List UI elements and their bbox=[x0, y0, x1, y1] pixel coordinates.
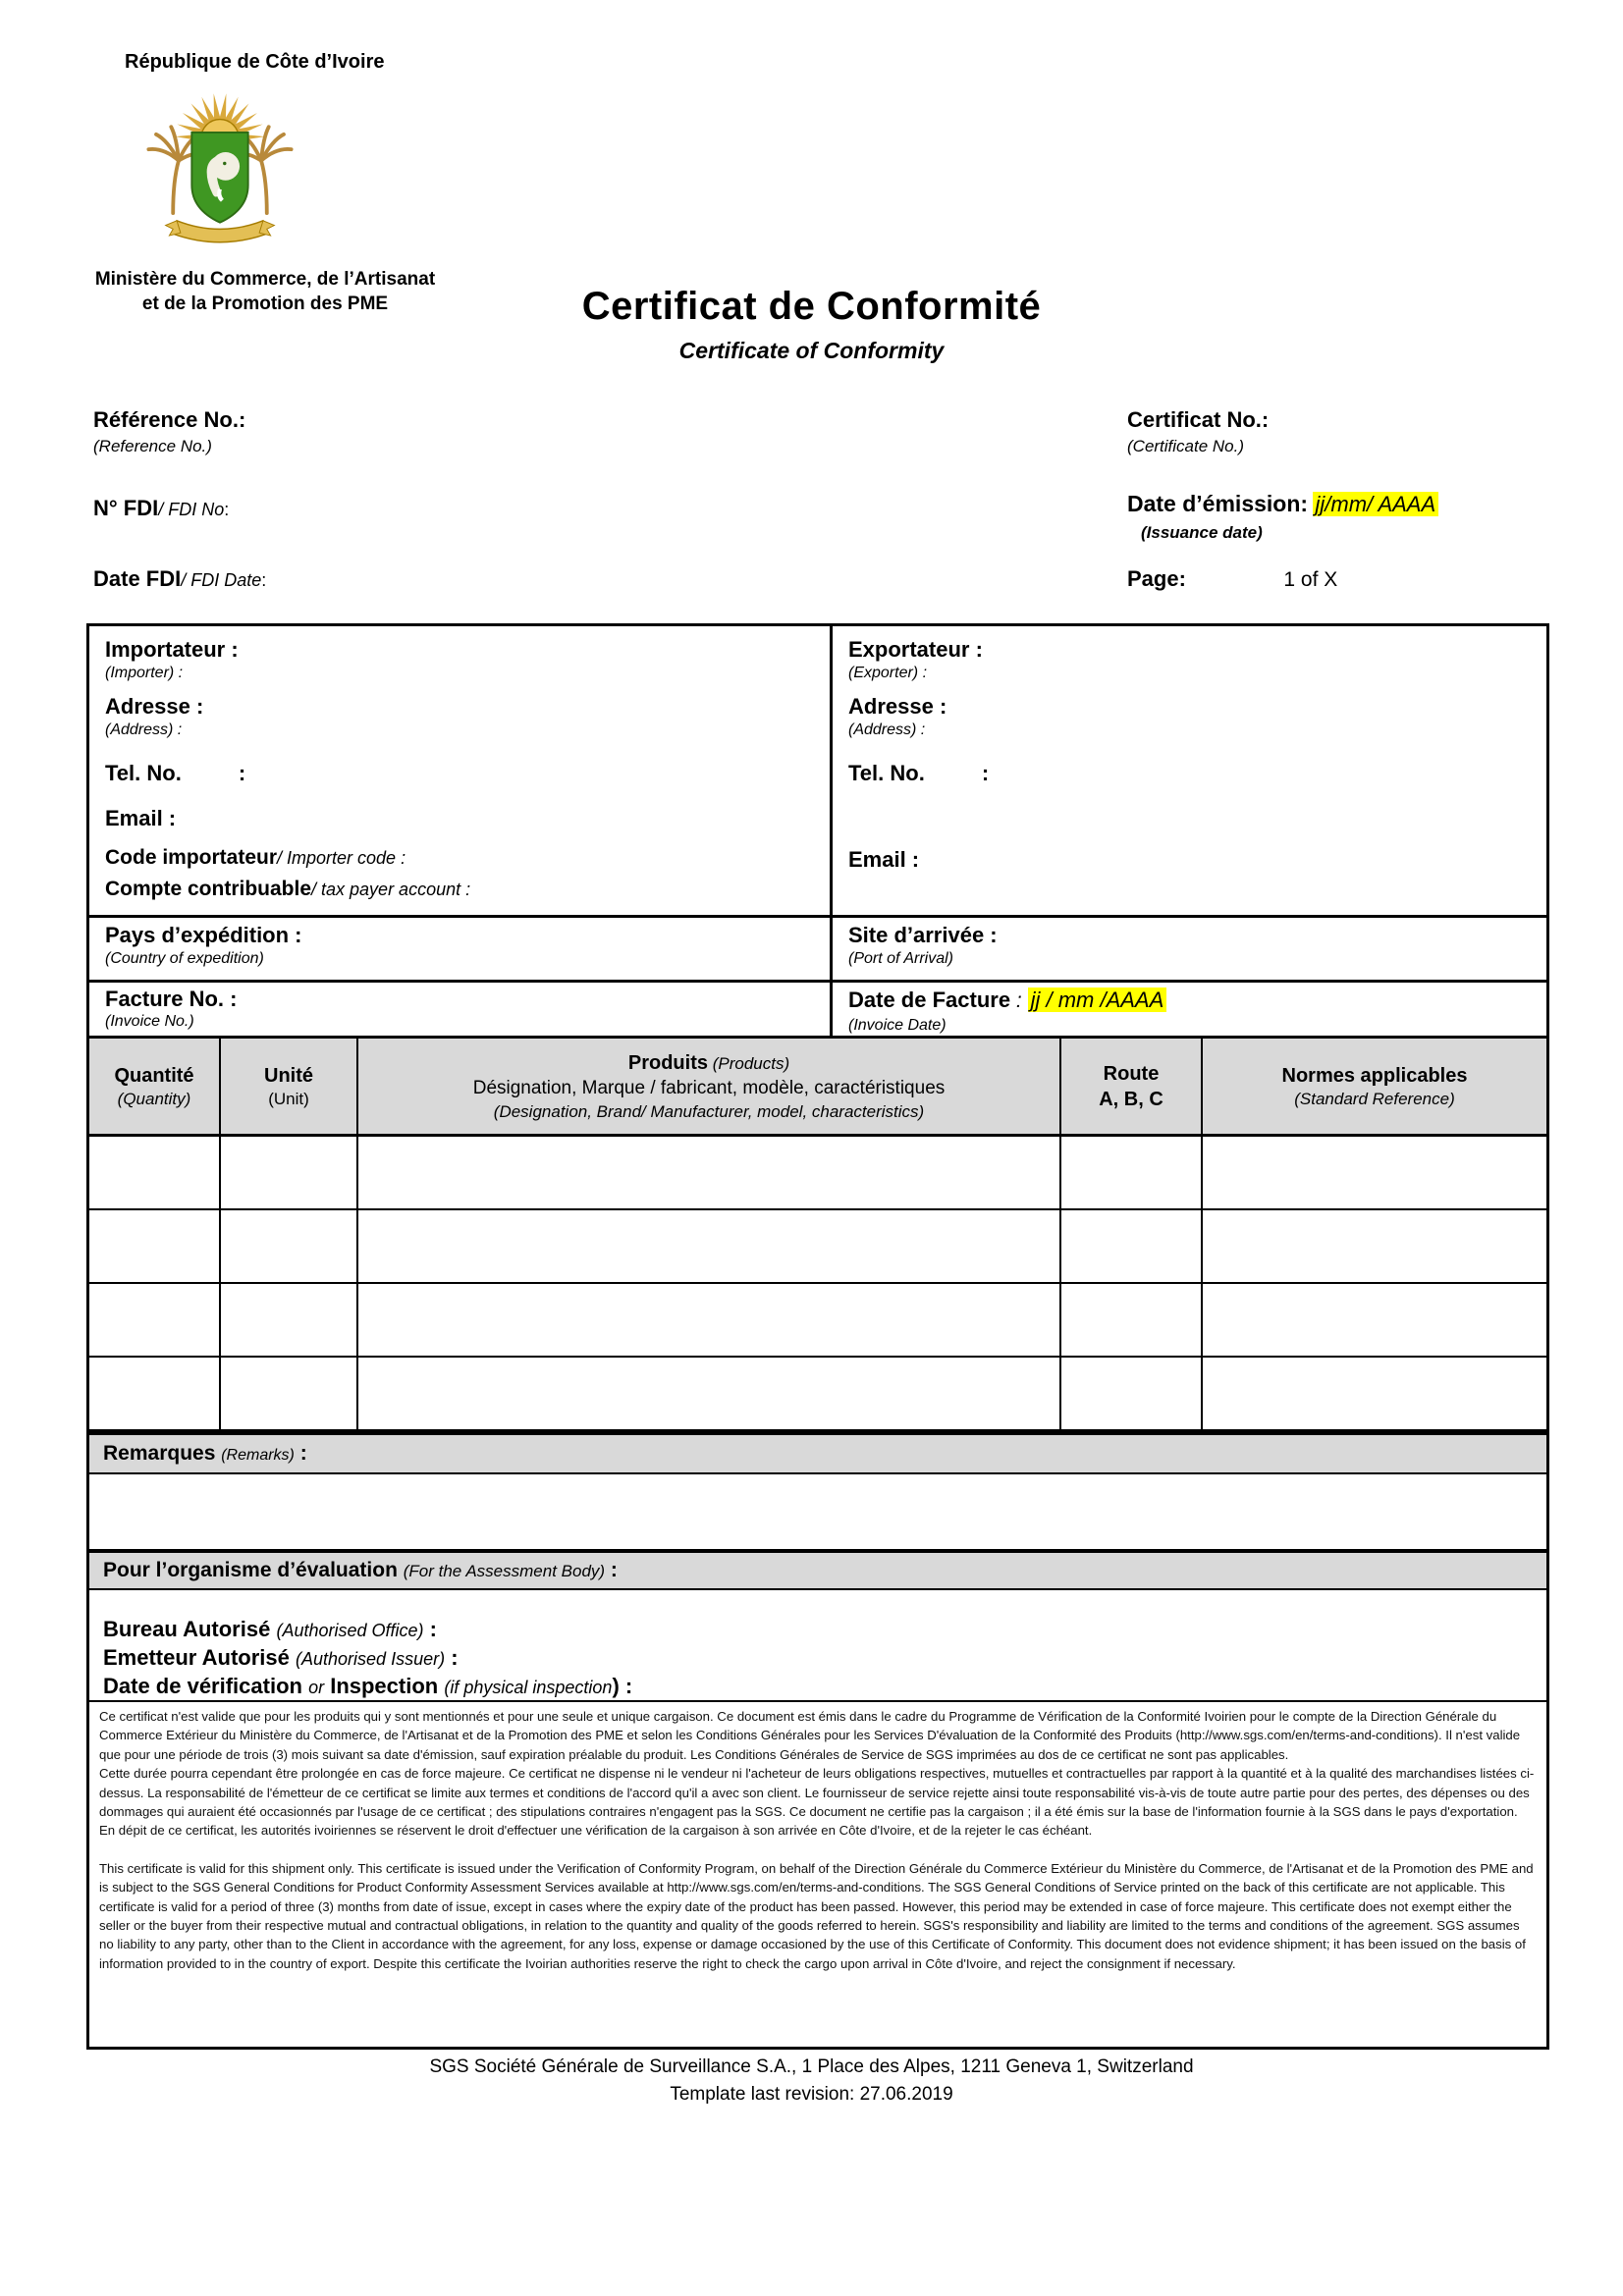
products-table-header bbox=[86, 1039, 1549, 1137]
invoice-date-cell bbox=[833, 983, 1546, 1036]
ministry-line-2: et de la Promotion des PME bbox=[141, 294, 389, 314]
cell-product bbox=[358, 1358, 1061, 1429]
importer-email-label: Email : bbox=[105, 806, 177, 830]
authorised-issuer-line: Emetteur Autorisé (Authorised Issuer) : bbox=[103, 1645, 459, 1670]
legal-gap bbox=[99, 1841, 1537, 1859]
expedition-label: Pays d’expédition : bbox=[105, 923, 302, 947]
reference-no-sublabel: (Reference No.) bbox=[93, 437, 212, 455]
fdi-date-line: Date FDI/ FDI Date: bbox=[93, 566, 267, 591]
importer-sublabel: (Importer) : bbox=[105, 665, 184, 681]
importer-code-line: Code importateur/ Importer code : bbox=[105, 846, 406, 869]
cell-unit bbox=[221, 1358, 358, 1429]
invoice-cell bbox=[89, 983, 833, 1036]
cell-route bbox=[1061, 1284, 1203, 1356]
legal-text-en: This certificate is valid for this shipment only. This certificate is issued under the Verification of Conformity Program, on behalf of the Direction Générale du Commerce Extérieur du Ministère du Commerce, de l'Artisanat et de la Promotion des PME and is subject to the SGS General Conditions for Product Conformity Assessment Services available at http://www.sgs.com/en/terms-and-conditions. The SGS General Conditions of Service printed on the back of this certificate are not applicable. This certificate is valid for a period of three (3) months from date of issue, except in cases where the expiry date of the product has been passed. However, this period may be extended in case of force majeure. This certificate does not exempt either the seller or the buyer from their respective mutual and contractual obligations, in relation to the quantity and quality of the goods referred to herein. SGS's responsibility and liability are limited to the terms and conditions of the agreement. SGS assumes no liability to any party, other than to the Client in accordance with the agreement, for any loss, expense or damage occasioned by the use of this Certificate of Conformity. This document does not evidence shipment; it has been issued on the basis of information provided to in the country of export. Despite this certificate the Ivoirian authorities reserve the right to check the cargo upon arrival in Côte d'Ivoire, and reject the consignment if necessary. bbox=[99, 1860, 1534, 1971]
exporter-email-label: Email : bbox=[848, 847, 920, 872]
fdi-no-label-en: / FDI No bbox=[158, 500, 225, 519]
issuance-date-sublabel: (Issuance date) bbox=[1141, 523, 1263, 542]
arrival-label: Site d’arrivée : bbox=[848, 923, 998, 947]
invoice-label: Facture No. : bbox=[105, 987, 238, 1011]
cell-quantity bbox=[89, 1137, 221, 1208]
signature-box bbox=[86, 1590, 1549, 1700]
cell-route bbox=[1061, 1137, 1203, 1208]
legal-text-fr-2: Cette durée pourra cependant être prolongée en cas de force majeure. Ce certificat ne dispense ni le vendeur ni l'acheteur de leurs obligations respectives, mutuelles et contractuelles par rapport à la quantité et à la qualité des marchandises listées ci-dessus. La responsabilité de l'émetteur de ce certificat se limite aux termes et conditions de l'accord qu'il a avec son client. Le fournisseur de service rejette ainsi toute responsabilité vis-à-vis de toute autre partie pour des pertes, des dépenses ou des dommages qui auraient été occasionnés par l'usage de ce certificat ; des stipulations contraires n'engagent pas la SGS. Ce document ne certifie pas la cargaison ; il a été émis sur la base de l'information fournie à la SGS dans le pays d'exportation. En dépit de ce certificat, les autorités ivoiriennes se réservent le droit d'effectuer une vérification de la cargaison à son arrivée en Côte d'Ivoire, et de la rejeter le cas échéant. bbox=[99, 1766, 1535, 1839]
document-footer bbox=[0, 2054, 1623, 2109]
banner-ribbon bbox=[173, 221, 267, 242]
coat-of-arms-icon bbox=[135, 86, 304, 261]
cell-standard bbox=[1203, 1358, 1546, 1429]
assessment-body-header: Pour l’organisme d’évaluation (For the Assessment Body) : bbox=[86, 1549, 1549, 1590]
cell-standard bbox=[1203, 1284, 1546, 1356]
issuance-date-line bbox=[1127, 491, 1438, 517]
page-label: Page: bbox=[1127, 566, 1186, 591]
importer-address-label: Adresse : bbox=[105, 694, 204, 719]
remarks-header: Remarques (Remarks) : bbox=[86, 1431, 1549, 1474]
legal-text-box bbox=[86, 1700, 1549, 2050]
document-title-fr: Certificat de Conformité bbox=[581, 285, 1042, 328]
fdi-no-line: N° FDI/ FDI No: bbox=[93, 496, 230, 520]
invoice-date-line: Date de Facture : jj / mm /AAAA bbox=[848, 987, 1531, 1016]
exporter-sublabel: (Exporter) : bbox=[848, 665, 928, 681]
exporter-cell bbox=[833, 626, 1546, 915]
cell-route bbox=[1061, 1358, 1203, 1429]
expedition-cell bbox=[89, 918, 833, 980]
importer-label: Importateur : bbox=[105, 637, 239, 662]
cell-route bbox=[1061, 1210, 1203, 1282]
cell-standard bbox=[1203, 1137, 1546, 1208]
reference-no-label: Référence No.: bbox=[93, 407, 246, 432]
parties-row bbox=[86, 623, 1549, 918]
invoice-row bbox=[86, 983, 1549, 1039]
authorised-office-line: Bureau Autorisé (Authorised Office) : bbox=[103, 1617, 437, 1641]
exporter-address-label: Adresse : bbox=[848, 694, 947, 719]
footer-revision-line: Template last revision: 27.06.2019 bbox=[670, 2084, 953, 2105]
importer-cell bbox=[89, 626, 833, 915]
col-header-quantity: Quantité (Quantity) bbox=[89, 1039, 221, 1134]
legal-text-fr-1: Ce certificat n'est valide que pour les produits qui y sont mentionnés et pour une seule et unique cargaison. Ce document est émis dans le cadre du Programme de Vérification de la Conformité Ivoirien pour le compte de la Direction Générale du Commerce Extérieur du Ministère du Commerce, de l'Artisanat et de la Promotion des PME et selon les Conditions Générales pour les Services D'évaluation de la Conformité des Produits (http://www.sgs.com/en/terms-and-conditions). Il n'est valide que pour une période de trois (3) mois suivant sa date d'émission, sauf expiration préalable du produit. Les Conditions Générales de Service de SGS imprimées au dos de ce certificat ne sont pas applicables. bbox=[99, 1709, 1521, 1762]
cell-product bbox=[358, 1284, 1061, 1356]
col-header-products: Produits (Products) Désignation, Marque / fabricant, modèle, caractéristiques (Designation, Brand/ Manufacturer, model, characteristics) bbox=[358, 1039, 1061, 1134]
invoice-date-sublabel: (Invoice Date) bbox=[848, 1017, 947, 1034]
page-line bbox=[1127, 566, 1337, 592]
cell-unit bbox=[221, 1210, 358, 1282]
cell-quantity bbox=[89, 1358, 221, 1429]
cell-unit bbox=[221, 1137, 358, 1208]
expedition-sublabel: (Country of expedition) bbox=[105, 950, 264, 967]
footer-company-line: SGS Société Générale de Surveillance S.A., 1 Place des Alpes, 1211 Geneva 1, Switzerland bbox=[429, 2056, 1194, 2077]
document-title-en: Certificate of Conformity bbox=[678, 338, 945, 363]
certificate-no-label: Certificat No.: bbox=[1127, 407, 1270, 432]
republic-title: République de Côte d’Ivoire bbox=[125, 51, 385, 73]
ministry-line-1: Ministère du Commerce, de l’Artisanat bbox=[94, 269, 436, 290]
col-header-standards: Normes applicables (Standard Reference) bbox=[1281, 1064, 1468, 1108]
exporter-address-sublabel: (Address) : bbox=[848, 721, 926, 738]
cell-product bbox=[358, 1210, 1061, 1282]
cell-product bbox=[358, 1137, 1061, 1208]
page-value: 1 of X bbox=[1283, 568, 1338, 591]
exporter-label: Exportateur : bbox=[848, 637, 983, 662]
arrival-cell bbox=[833, 918, 1546, 980]
issuance-date-placeholder: jj/mm/ AAAA bbox=[1313, 492, 1439, 516]
fdi-date-label-en: / FDI Date bbox=[181, 570, 262, 590]
invoice-sublabel: (Invoice No.) bbox=[105, 1013, 194, 1030]
product-row bbox=[86, 1210, 1549, 1284]
arrival-sublabel: (Port of Arrival) bbox=[848, 950, 953, 967]
cell-unit bbox=[221, 1284, 358, 1356]
col-header-unit: Unité (Unit) bbox=[221, 1039, 358, 1134]
cell-quantity bbox=[89, 1210, 221, 1282]
product-row bbox=[86, 1284, 1549, 1358]
importer-address-sublabel: (Address) : bbox=[105, 721, 183, 738]
form-stack bbox=[86, 623, 1549, 2050]
fdi-date-label: Date FDI bbox=[93, 566, 182, 591]
remarks-value-box bbox=[86, 1474, 1549, 1549]
col-header-route: Route A, B, C bbox=[1061, 1039, 1203, 1134]
importer-tel-line: Tel. No. : bbox=[105, 761, 246, 785]
fdi-no-label: N° FDI bbox=[93, 496, 159, 520]
expedition-row bbox=[86, 918, 1549, 983]
verification-date-line: Date de vérification or Inspection (if physical inspection) : bbox=[103, 1674, 633, 1698]
invoice-date-placeholder: jj / mm /AAAA bbox=[1028, 988, 1167, 1012]
product-row bbox=[86, 1358, 1549, 1431]
taxpayer-account-line: Compte contribuable/ tax payer account : bbox=[105, 878, 471, 900]
exporter-tel-line: Tel. No. : bbox=[848, 761, 990, 785]
cell-quantity bbox=[89, 1284, 221, 1356]
cell-standard bbox=[1203, 1210, 1546, 1282]
certificate-no-sublabel: (Certificate No.) bbox=[1127, 437, 1245, 455]
product-row bbox=[86, 1137, 1549, 1210]
issuance-date-label: Date d’émission: bbox=[1127, 491, 1309, 516]
